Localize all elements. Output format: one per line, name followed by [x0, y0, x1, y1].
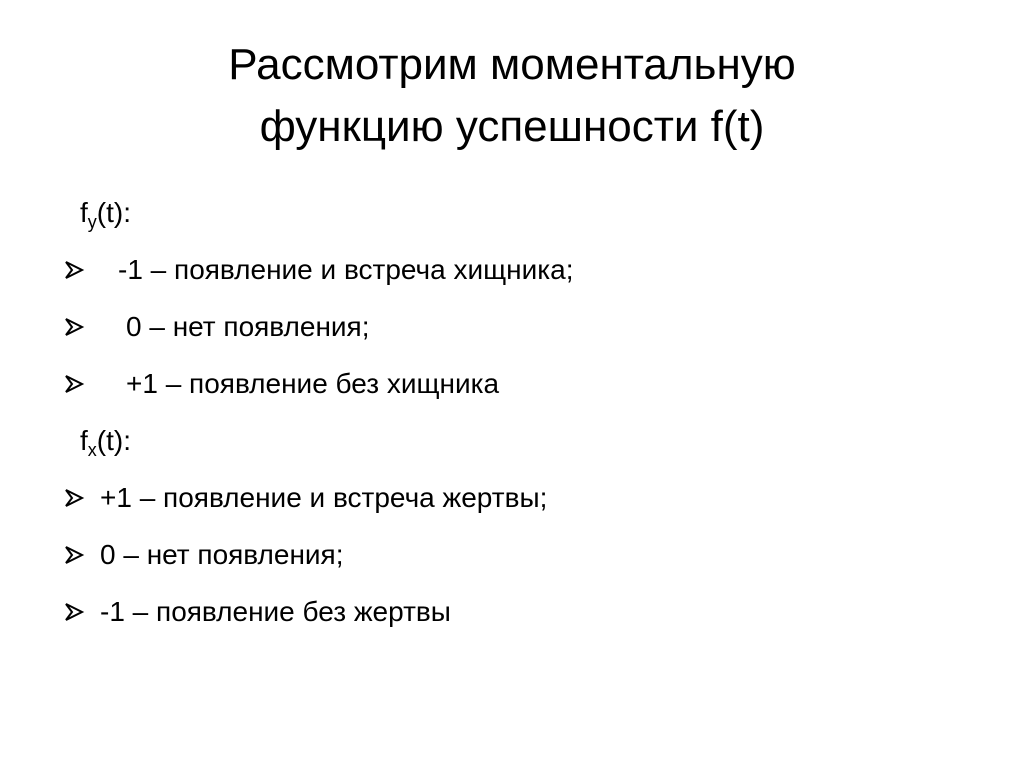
fx-label-rest: (t):	[96, 425, 131, 456]
slide-title-line-2: функцию успешности f(t)	[259, 102, 765, 151]
fy-list-item	[64, 253, 573, 287]
fx-label	[80, 424, 131, 458]
fy-list-item	[64, 310, 370, 344]
slide-title	[60, 34, 964, 158]
arrowhead-bullet-icon	[64, 310, 90, 344]
fy-list-item	[64, 367, 499, 401]
fx-label-sub: x	[87, 440, 97, 460]
fy-label-base: f	[80, 197, 88, 228]
fx-item-text: -1 – появление без жертвы	[100, 596, 451, 627]
fx-item-text: 0 – нет появления;	[100, 539, 344, 570]
fy-item-text: 0 – нет появления;	[126, 311, 370, 342]
fx-item-text: +1 – появление и встреча жертвы;	[100, 482, 548, 513]
fx-list-item	[64, 538, 344, 572]
fy-label	[80, 196, 131, 230]
fy-item-text: +1 – появление без хищника	[126, 368, 500, 399]
arrowhead-bullet-icon	[64, 253, 90, 287]
arrowhead-bullet-icon	[64, 481, 90, 515]
fy-label-sub: y	[87, 212, 97, 232]
fx-label-base: f	[80, 425, 88, 456]
slide-title-line-1: Рассмотрим моментальную	[228, 40, 796, 89]
arrowhead-bullet-icon	[64, 367, 90, 401]
arrowhead-bullet-icon	[64, 538, 90, 572]
fy-label-rest: (t):	[96, 197, 131, 228]
fx-list-item	[64, 481, 547, 515]
arrowhead-bullet-icon	[64, 595, 90, 629]
fy-item-text: -1 – появление и встреча хищника;	[118, 254, 574, 285]
fx-list-item	[64, 595, 451, 629]
